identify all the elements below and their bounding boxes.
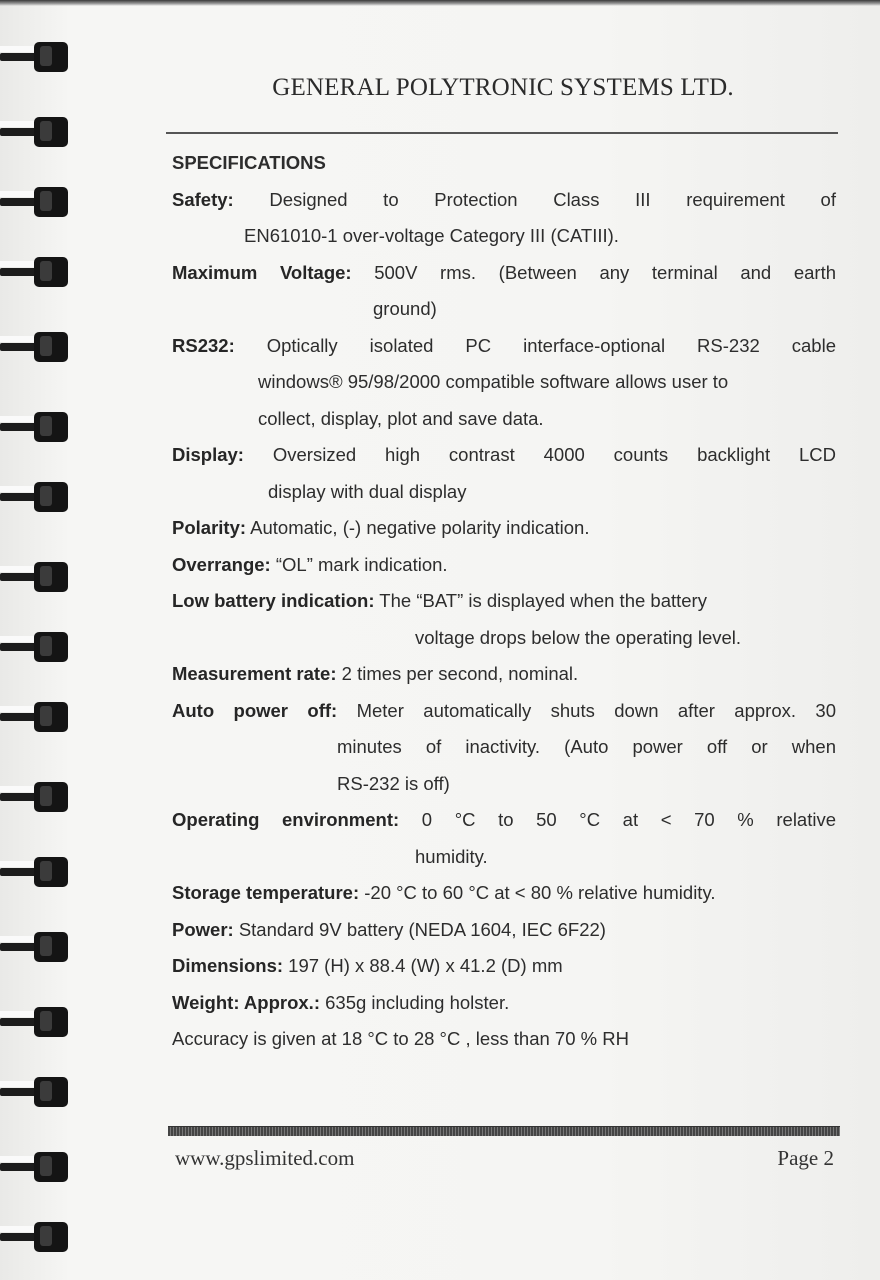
spec-label: Dimensions: <box>172 955 284 976</box>
spec-display <box>172 437 836 510</box>
spec-label: Safety: <box>172 188 234 210</box>
spec-low-battery <box>172 583 836 656</box>
spec-dimensions <box>172 948 836 985</box>
specifications-heading: SPECIFICATIONS <box>172 152 326 173</box>
spec-value: 197 (H) x 88.4 (W) x 41.2 (D) mm <box>288 955 563 976</box>
spec-maximum-voltage <box>172 255 836 328</box>
accuracy-note <box>172 1021 836 1058</box>
spec-value: display with dual display <box>268 480 467 502</box>
binding-coil <box>0 700 70 732</box>
spec-value: RS-232 is off) <box>337 772 450 794</box>
spec-value: minutes of inactivity. (Auto power off or when <box>337 736 836 757</box>
spec-label: RS232: <box>172 334 235 356</box>
spec-value: 2 times per second, nominal. <box>341 663 579 684</box>
spec-label: Power: <box>172 918 234 940</box>
spec-value: collect, display, plot and save data. <box>258 407 544 429</box>
spec-value: Automatic, (-) negative polarity indication. <box>250 517 590 538</box>
binding-coil <box>0 780 70 812</box>
spec-value: Oversized high contrast 4000 counts backlight LCD <box>272 444 837 465</box>
spec-label: Display: <box>172 444 244 465</box>
spec-value: EN61010-1 over-voltage Category III (CATIII). <box>244 225 619 246</box>
spec-label: Polarity: <box>172 517 247 538</box>
binding-coil <box>0 630 70 662</box>
binding-coil <box>0 930 70 962</box>
binding-coil <box>0 255 70 287</box>
binding-coil <box>0 115 70 147</box>
spec-label: Measurement rate: <box>172 663 337 684</box>
spec-weight <box>172 985 836 1022</box>
binding-coil <box>0 185 70 217</box>
binding-coil <box>0 1075 70 1107</box>
company-header: GENERAL POLYTRONIC SYSTEMS LTD. <box>272 74 734 101</box>
spec-value: ground) <box>373 298 437 319</box>
footer-page-number: Page 2 <box>777 1146 834 1170</box>
spec-value: windows® 95/98/2000 compatible software allows user to <box>258 371 729 392</box>
spec-label: Maximum Voltage: <box>172 261 352 283</box>
spec-label: Weight: Approx.: <box>172 991 320 1013</box>
binding-coil <box>0 855 70 887</box>
header-divider <box>166 132 838 134</box>
spec-value: 0 °C to 50 °C at < 70 % relative <box>421 809 837 830</box>
binding-coil <box>0 560 70 592</box>
spec-safety <box>172 182 836 255</box>
spec-value: 500V rms. (Between any terminal and earth <box>374 261 837 283</box>
spec-power <box>172 912 836 949</box>
spec-label: Overrange: <box>172 553 271 575</box>
binding-coil <box>0 410 70 442</box>
spec-polarity <box>172 510 836 547</box>
spec-measurement-rate <box>172 656 836 693</box>
spec-auto-power-off <box>172 693 836 803</box>
spec-value: 635g including holster. <box>325 991 510 1013</box>
spec-value: Optically isolated PC interface-optional RS-232 cable <box>266 334 836 356</box>
footer-website: www.gpslimited.com <box>175 1146 355 1170</box>
spec-value: Meter automatically shuts down after approx. 30 <box>356 699 836 721</box>
spec-value: The “BAT” is displayed when the battery <box>379 590 707 611</box>
binding-coil <box>0 1150 70 1182</box>
spec-rs232 <box>172 328 836 438</box>
page-top-edge <box>0 0 880 6</box>
binding-coil <box>0 1005 70 1037</box>
spec-value: -20 °C to 60 °C at < 80 % relative humidity. <box>364 882 716 903</box>
accuracy-note-text: Accuracy is given at 18 °C to 28 °C , less than 70 % RH <box>172 1028 629 1049</box>
spec-value: “OL” mark indication. <box>275 553 448 575</box>
footer-divider <box>168 1126 840 1136</box>
spec-storage-temperature <box>172 875 836 912</box>
spec-operating-environment <box>172 802 836 875</box>
spec-label: Low battery indication: <box>172 590 375 611</box>
specifications-section <box>172 145 836 1058</box>
spec-label: Storage temperature: <box>172 882 360 903</box>
spec-label: Operating environment: <box>172 809 400 830</box>
spec-value: Standard 9V battery (NEDA 1604, IEC 6F22) <box>238 918 606 940</box>
spec-label: Auto power off: <box>172 699 338 721</box>
spec-overrange <box>172 547 836 584</box>
spec-value: Designed to Protection Class III requirement of <box>269 188 836 210</box>
spec-value: voltage drops below the operating level. <box>415 626 742 648</box>
binding-coil <box>0 40 70 72</box>
spiral-binding <box>0 0 80 1280</box>
binding-coil <box>0 330 70 362</box>
spec-value: humidity. <box>415 845 488 867</box>
binding-coil <box>0 1220 70 1252</box>
binding-coil <box>0 480 70 512</box>
